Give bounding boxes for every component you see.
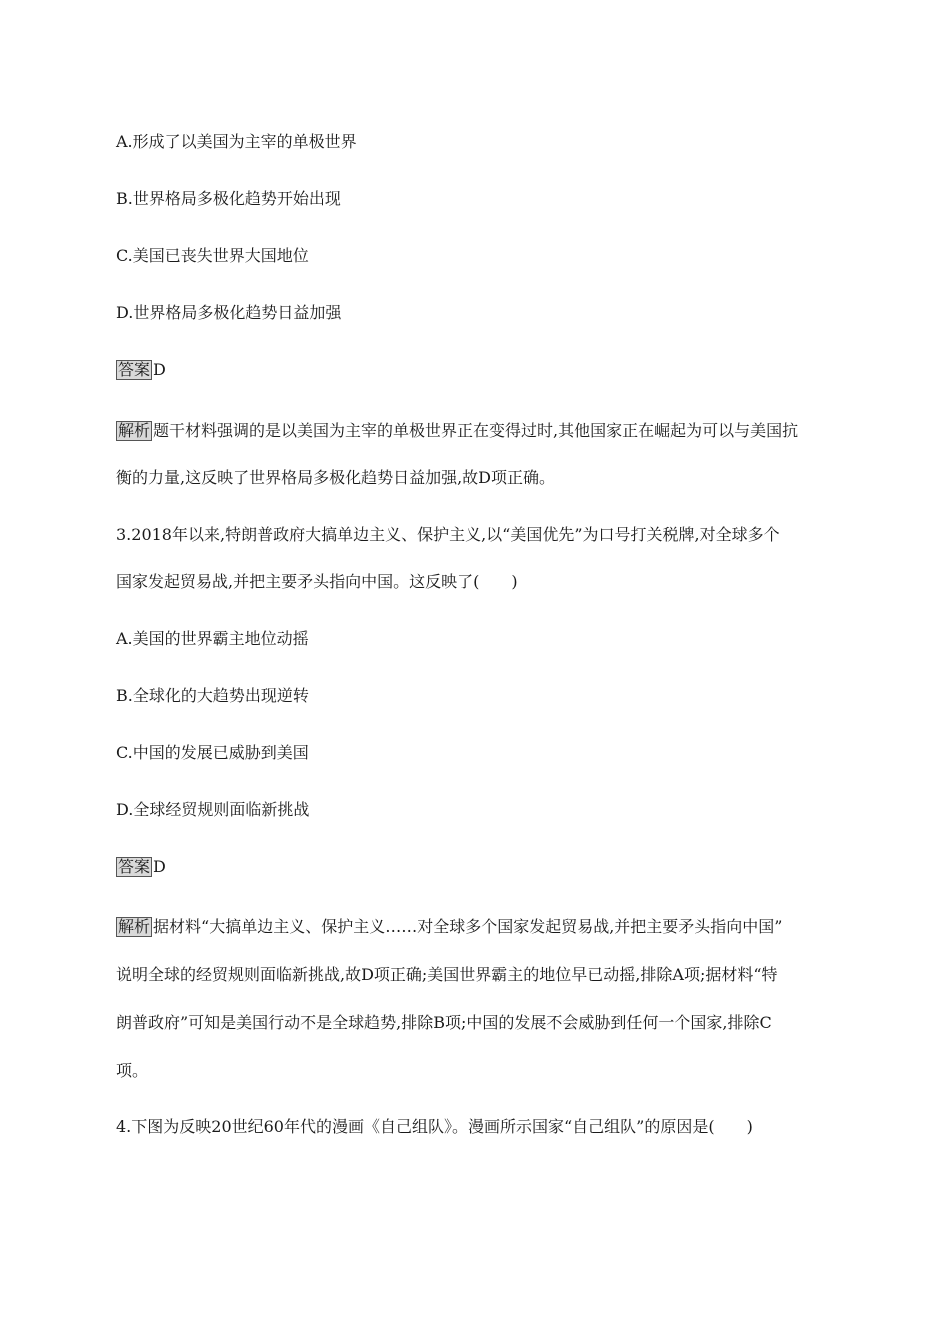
answer-value: D: [153, 857, 166, 876]
q2-analysis-line-1: [116, 421, 836, 441]
q3-analysis-line-1: [116, 917, 836, 937]
analysis-text: 题干材料强调的是以美国为主宰的单极世界正在变得过时,其他国家正在崛起为可以与美国抗: [153, 421, 799, 440]
q3-answer: [116, 857, 836, 877]
q3-analysis-line-3: 朗普政府”可知是美国行动不是全球趋势,排除B项;中国的发展不会威胁到任何一个国家,排除C: [116, 1013, 772, 1032]
q4-stem: 4.下图为反映20世纪60年代的漫画《自己组队》。漫画所示国家“自己组队”的原因是( ): [116, 1117, 753, 1136]
q3-analysis-line-2: 说明全球的经贸规则面临新挑战,故D项正确;美国世界霸主的地位早已动摇,排除A项;据材料“特: [116, 965, 778, 984]
q2-option-b: B.世界格局多极化趋势开始出现: [116, 189, 341, 208]
q2-option-d: D.世界格局多极化趋势日益加强: [116, 303, 342, 322]
analysis-tag: 解析: [118, 421, 151, 440]
q3-option-d: D.全球经贸规则面临新挑战: [116, 800, 310, 819]
q3-stem-line-1: 3.2018年以来,特朗普政府大搞单边主义、保护主义,以“美国优先”为口号打关税牌,对全球多个: [116, 525, 780, 544]
analysis-tag: 解析: [118, 917, 151, 936]
q3-option-a: A.美国的世界霸主地位动摇: [116, 629, 309, 648]
answer-value: D: [153, 360, 166, 379]
q3-analysis-line-4: 项。: [116, 1061, 149, 1080]
q2-answer: [116, 360, 836, 380]
q2-option-a: A.形成了以美国为主宰的单极世界: [116, 132, 357, 151]
q2-option-c: C.美国已丧失世界大国地位: [116, 246, 309, 265]
q3-option-c: C.中国的发展已威胁到美国: [116, 743, 309, 762]
answer-tag: 答案: [118, 857, 151, 876]
q3-option-b: B.全球化的大趋势出现逆转: [116, 686, 309, 705]
q3-stem-line-2: 国家发起贸易战,并把主要矛头指向中国。这反映了( ): [116, 572, 518, 591]
analysis-text: 据材料“大搞单边主义、保护主义……对全球多个国家发起贸易战,并把主要矛头指向中国”: [153, 917, 783, 936]
answer-tag: 答案: [118, 360, 151, 379]
q2-analysis-line-2: 衡的力量,这反映了世界格局多极化趋势日益加强,故D项正确。: [116, 468, 556, 487]
